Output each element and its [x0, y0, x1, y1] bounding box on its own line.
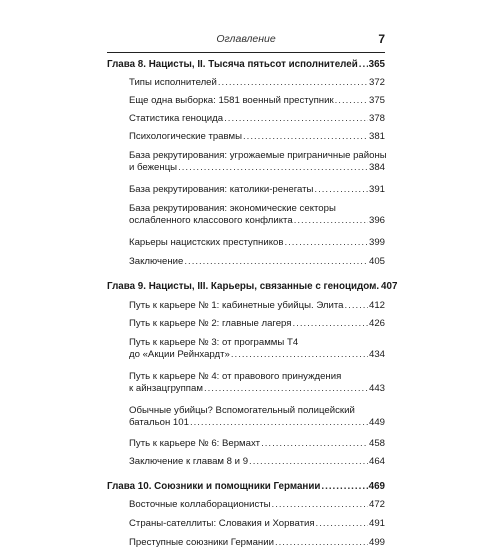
toc-page-number: 405	[368, 256, 385, 267]
toc-entry-title: Путь к карьере № 4: от правового принуждения	[129, 371, 342, 382]
toc-entry-title: База рекрутирования: экономические секторы	[129, 203, 336, 214]
toc-entry-title: Путь к карьере № 6: Вермахт	[129, 438, 261, 449]
toc-entry-title: Еще одна выборка: 1581 военный преступник	[129, 95, 334, 106]
toc-section-entry	[107, 518, 385, 530]
dot-leader	[218, 77, 368, 89]
toc-entry-title: Заключение	[129, 256, 184, 267]
dot-leader	[284, 237, 368, 249]
toc-entry-title: Преступные союзники Германии	[129, 537, 274, 548]
toc-page-number: 434	[368, 349, 385, 360]
toc-entry-title: База рекрутирования: угрожаемые приграничные районы	[129, 150, 387, 161]
toc-entry-title: База рекрутирования: католики-ренегаты	[129, 184, 314, 195]
toc-section-entry	[107, 318, 385, 330]
dot-leader	[190, 417, 368, 429]
toc-page-number: 464	[368, 456, 385, 467]
toc-section-entry	[107, 537, 385, 549]
toc-entry-title: Путь к карьере № 3: от программы Т4	[129, 337, 299, 348]
toc-page-number: 472	[368, 499, 385, 510]
toc-section-entry	[107, 150, 385, 174]
toc-entry-title: к айнзацгруппам	[129, 383, 203, 394]
toc-entry-title: Психологические травмы	[129, 131, 242, 142]
toc-entry-title: Статистика геноцида	[129, 113, 224, 124]
toc-section-entry	[107, 131, 385, 143]
toc-section-entry	[107, 203, 385, 227]
toc-entry-title: Типы исполнителей	[129, 77, 217, 88]
dot-leader	[335, 95, 368, 107]
toc-chapter-entry	[107, 59, 385, 71]
toc-page-number: 375	[368, 95, 385, 106]
toc-page-number: 491	[368, 518, 385, 529]
toc-entry-title: ослабленного классового конфликта	[129, 215, 293, 226]
dot-leader	[314, 184, 368, 196]
page-header	[107, 30, 385, 53]
toc-entry-title: и беженцы	[129, 162, 178, 173]
toc-page-number: 365	[368, 59, 385, 70]
dot-leader	[231, 349, 368, 361]
toc-entry-title: до «Акции Рейнхардт»	[129, 349, 230, 360]
toc-entry-title: Путь к карьере № 1: кабинетные убийцы. Элита	[129, 300, 344, 311]
toc-entry-title: Карьеры нацистских преступников	[129, 237, 284, 248]
running-title: Оглавление	[216, 33, 276, 45]
dot-leader	[321, 481, 367, 493]
dot-leader	[359, 59, 368, 71]
toc-section-entry	[107, 456, 385, 468]
toc-section-entry	[107, 337, 385, 361]
dot-leader	[224, 113, 368, 125]
dot-leader	[316, 518, 368, 530]
toc-section-entry	[107, 256, 385, 268]
toc-entry-title: Путь к карьере № 2: главные лагеря	[129, 318, 292, 329]
toc-section-entry	[107, 113, 385, 125]
dot-leader	[294, 215, 368, 227]
toc-entry-title: Глава 10. Союзники и помощники Германии	[107, 481, 321, 492]
toc-page-number: 399	[368, 237, 385, 248]
dot-leader	[178, 162, 368, 174]
toc-page-number: 426	[368, 318, 385, 329]
toc-section-entry	[107, 95, 385, 107]
toc-page-number: 396	[368, 215, 385, 226]
toc-entry-title: Страны-сателлиты: Словакия и Хорватия	[129, 518, 315, 529]
toc-page-number: 407	[381, 281, 398, 292]
toc-page-number: 378	[368, 113, 385, 124]
toc-section-entry	[107, 184, 385, 196]
toc-page-number: 469	[368, 481, 385, 492]
toc-section-entry	[107, 499, 385, 511]
toc-entry-title: Глава 9. Нацисты, III. Карьеры, связанные с геноцидом.	[107, 281, 380, 292]
toc-page-number: 443	[368, 383, 385, 394]
toc-chapter-entry	[107, 281, 398, 293]
dot-leader	[261, 438, 368, 450]
toc-page-number: 372	[368, 77, 385, 88]
toc-page-number: 391	[368, 184, 385, 195]
toc-section-entry	[107, 300, 385, 312]
toc-section-entry	[107, 237, 385, 249]
toc-entry-title: Обычные убийцы? Вспомогательный полицейский	[129, 405, 355, 416]
toc-page-number: 458	[368, 438, 385, 449]
toc-entry-title: Восточные коллаборационисты	[129, 499, 271, 510]
toc-chapter-entry	[107, 481, 385, 493]
toc-entry-title: батальон 101	[129, 417, 189, 428]
toc-section-entry	[107, 77, 385, 89]
dot-leader	[275, 537, 368, 549]
dot-leader	[344, 300, 368, 312]
toc-section-entry	[107, 371, 385, 395]
toc-entry-title: Заключение к главам 8 и 9	[129, 456, 249, 467]
toc-section-entry	[107, 405, 385, 429]
toc-page-number: 499	[368, 537, 385, 548]
page-number: 7	[378, 32, 385, 46]
dot-leader	[272, 499, 368, 511]
toc-entry-title: Глава 8. Нацисты, II. Тысяча пятьсот исполнителей	[107, 59, 358, 70]
dot-leader	[243, 131, 368, 143]
dot-leader	[184, 256, 368, 268]
dot-leader	[204, 383, 368, 395]
dot-leader	[249, 456, 368, 468]
toc-page-number: 384	[368, 162, 385, 173]
toc-page-number: 412	[368, 300, 385, 311]
toc-section-entry	[107, 438, 385, 450]
dot-leader	[292, 318, 368, 330]
toc-page-number: 381	[368, 131, 385, 142]
toc-page-number: 449	[368, 417, 385, 428]
